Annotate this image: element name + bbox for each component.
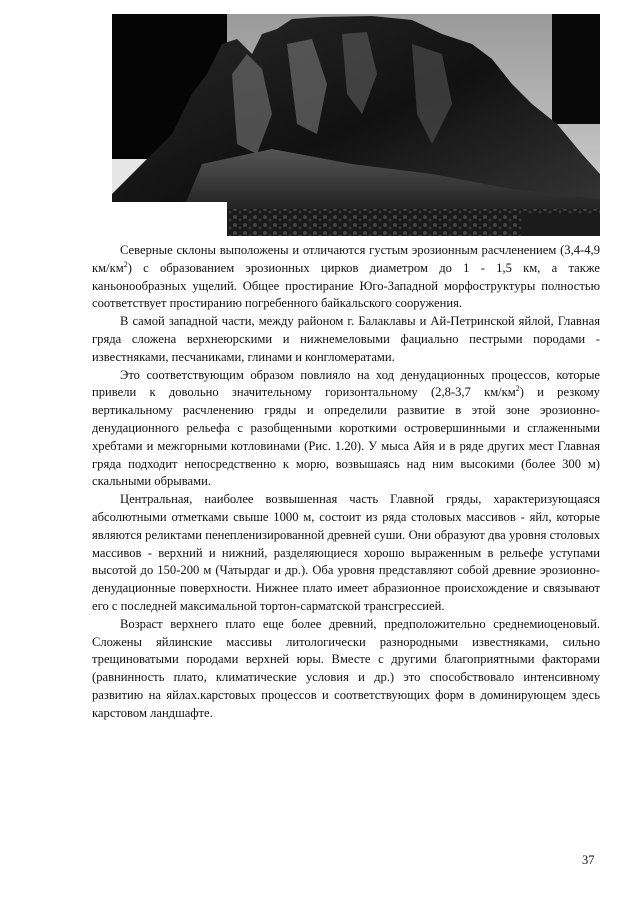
paragraph: Центральная, наиболее возвышенная часть Главной гряды, характеризующаяся абсолютными отметками свыше 1000 м, состоит из ряда столовых массивов - яйл, которые являются реликтами пенепленизированной древней суши. Они образуют два уровня столовых массивов - верхний и нижний, разделяющиеся хорошо выраженным в рельефе уступами высотой до 150-200 м (Чатырдаг и др.). Оба уровня представляют собой древние эрозионно-денудационные поверхности. Нижнее плато имеет абразионное происхождение и связывают его с последней максимальной тортон-сарматской трансгрессией. — [92, 492, 600, 613]
page-number: 37 — [582, 853, 595, 867]
cliff-photo — [112, 14, 600, 236]
paragraph: Это соответствующим образом повлияло на ход денудационных процессов, которые привели к довольно значительному горизонтальному (2,8-3,7 $км/км^2$) и резкому вертикальному расчленению гряды и определили развитие в этой зоне эрозионно-денудационного рельефа с разобщенными короткими островершинными и сглаженными хребтами и межгорными котловинами (Рис. 1.20). У мыса Айя и в ряде других мест Главная гряда подходит непосредственно к морю, возвышаясь над ним высокими (более 300 м) скальными обрывами. — [92, 367, 600, 489]
body-text — [92, 242, 600, 723]
paragraph: В самой западной части, между районом г. Балаклавы и Ай-Петринской яйлой, Главная гряда сложена верхнеюрскими и нижнемеловыми фациально пестрыми породами - известняками, песчаниками, глинами и конгломератами. — [92, 314, 600, 364]
paragraph: Северные склоны выположены и отличаются густым эрозионным расчленением (3,4-4,9 $км/км^2$) с образованием эрозионных цирков диаметром до 1 - 1,5 км, а также каньонообразных ущелий. Общее простирание Юго-Западной морфоструктуры полностью соответствует простиранию погребенного байкальского сооружения. — [92, 243, 600, 311]
paragraph: Возраст верхнего плато еще более древний, предположительно среднемиоценовый. Сложены яйлинские массивы литологически разнородными известняками, сильно трещиноватыми породами верхней юры. Вместе с другими благоприятными факторами (равнинность плато, климатические условия и др.) это способствовало интенсивному развитию на яйлах.карстовых процессов и соответствующих форм в доминирующем здесь карстовом ландшафте. — [92, 616, 600, 720]
